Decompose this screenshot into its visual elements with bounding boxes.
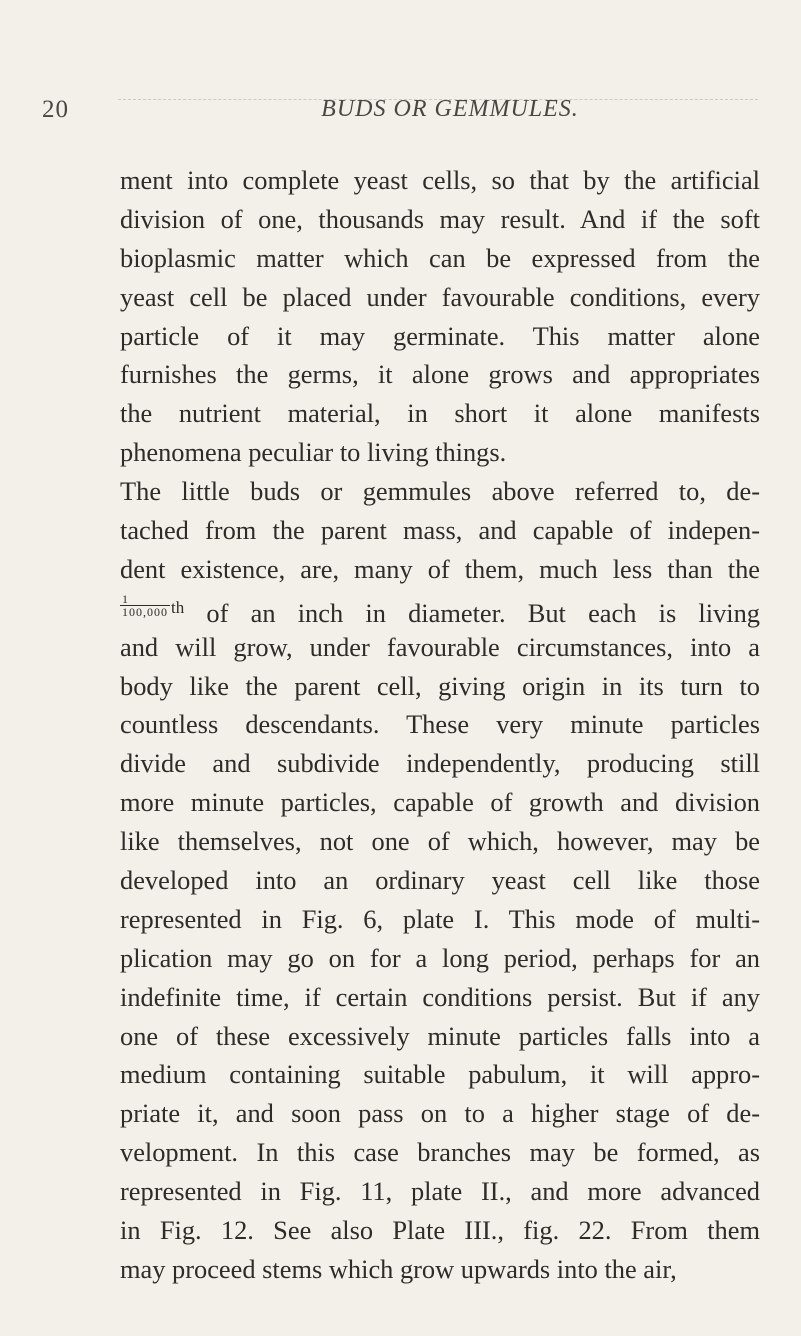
- text-line: and will grow, under favourable circumstances, into a: [120, 631, 760, 662]
- text-line: plication may go on for a long period, perhaps for an: [120, 942, 760, 973]
- text-line: ment into complete yeast cells, so that by the artificial: [120, 165, 760, 195]
- text-line: body like the parent cell, giving origin in its turn to: [120, 670, 760, 701]
- text-line: developed into an ordinary yeast cell like those: [120, 865, 760, 896]
- fraction: [120, 593, 170, 618]
- fraction-suffix: th: [171, 597, 185, 617]
- text-line: like themselves, not one of which, however, may be: [120, 826, 760, 857]
- text-line: in Fig. 12. See also Plate III., fig. 22. From them: [120, 1215, 760, 1246]
- fraction-denominator: 100,000: [122, 604, 168, 619]
- text-line: furnishes the germs, it alone grows and appropriates: [120, 359, 760, 390]
- text-line: bioplasmic matter which can be expressed from the: [120, 242, 760, 273]
- text-line: The little buds or gemmules above referred to, de-: [120, 476, 760, 507]
- body-text: [120, 161, 760, 1289]
- text-line: yeast cell be placed under favourable conditions, every: [120, 281, 760, 312]
- text-line: the nutrient material, in short it alone manifests: [120, 398, 760, 429]
- text-line: indefinite time, if certain conditions persist. But if any: [120, 981, 760, 1012]
- running-head: BUDS OR GEMMULES.: [321, 96, 579, 122]
- text-line: dent existence, are, many of them, much less than the: [120, 553, 760, 584]
- page-number: 20: [42, 96, 69, 123]
- text-line: more minute particles, capable of growth and division: [120, 787, 760, 818]
- text-line: division of one, thousands may result. And if the soft: [120, 203, 760, 234]
- fraction-numerator: 1: [120, 593, 170, 606]
- text-line: particle of it may germinate. This matter alone: [120, 320, 760, 351]
- text-line: represented in Fig. 11, plate II., and more advanced: [120, 1176, 760, 1207]
- text-line: represented in Fig. 6, plate I. This mode of multi-: [120, 903, 760, 934]
- fraction-line: [120, 589, 760, 628]
- text-line: velopment. In this case branches may be formed, as: [120, 1137, 760, 1168]
- text-line: countless descendants. These very minute particles: [120, 709, 760, 740]
- text-line: tached from the parent mass, and capable of indepen-: [120, 515, 760, 546]
- text-line: medium containing suitable pabulum, it will appro-: [120, 1059, 760, 1090]
- text-line: may proceed stems which grow upwards into the air,: [120, 1253, 677, 1284]
- text-line-rest: of an inch in diameter. But each is living: [184, 597, 760, 628]
- text-line: phenomena peculiar to living things.: [120, 437, 507, 468]
- text-line: divide and subdivide independently, producing still: [120, 748, 760, 779]
- text-line: priate it, and soon pass on to a higher stage of de-: [120, 1098, 760, 1129]
- text-line: one of these excessively minute particles falls into a: [120, 1020, 760, 1051]
